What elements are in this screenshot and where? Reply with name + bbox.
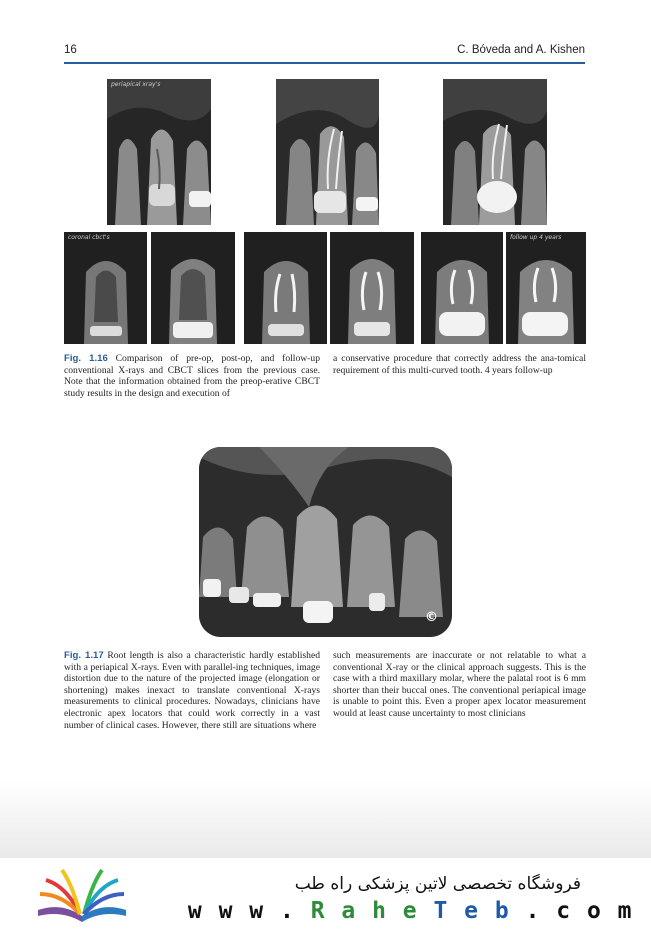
xray-postop-periapical bbox=[276, 79, 379, 225]
store-url[interactable] bbox=[188, 898, 633, 924]
store-url-prefix: w w w . bbox=[187, 898, 311, 924]
store-url-suffix: . c o m bbox=[510, 898, 633, 924]
store-name: فروشگاه تخصصی لاتین پزشکی راه طب bbox=[294, 874, 581, 894]
cbct-preop-slice-2 bbox=[151, 232, 235, 344]
open-book-logo-icon bbox=[32, 866, 132, 924]
cbct-followup-slice-2 bbox=[506, 232, 586, 344]
xray-label-followup: follow up 4 years bbox=[510, 234, 562, 241]
cbct-postop-slice-2 bbox=[330, 232, 414, 344]
xray-followup-periapical bbox=[443, 79, 547, 225]
store-url-teb: T e b bbox=[433, 898, 511, 924]
cbct-preop-slice-1 bbox=[64, 232, 147, 344]
fig-1-16-label: Fig. 1.16 bbox=[64, 353, 108, 364]
copyright-mark: © bbox=[425, 610, 438, 625]
store-url-rahe: R a h e bbox=[310, 898, 434, 924]
xray-label-cbct: coronal cbct's bbox=[68, 234, 110, 241]
header-rule bbox=[64, 62, 585, 64]
fig-1-16-caption-right: a conservative procedure that correctly address the ana-tomical requirement of this multi-curved tooth. 4 years follow-up bbox=[333, 353, 586, 376]
running-head-authors: C. Bóveda and A. Kishen bbox=[457, 44, 585, 56]
page-number: 16 bbox=[64, 44, 77, 56]
xray-third-molar-periapical bbox=[199, 447, 452, 637]
xray-preop-periapical bbox=[107, 79, 211, 225]
xray-label-preop: periapical xray's bbox=[111, 81, 161, 88]
fig-1-17-caption-left bbox=[64, 650, 320, 731]
cbct-postop-slice-1 bbox=[244, 232, 327, 344]
cbct-followup-slice-1 bbox=[421, 232, 503, 344]
fig-1-17-caption-text: Root length is also a characteristic hardly established with a periapical X-rays. Even with parallel-ing techniques, image distortion due to the nature of the projected image (elongation or shortening) makes inexact to translate conventional X-rays measurements to clinical procedures. Nowadays, clinicians have electronic apex locators that could work correctly in a vast number of clinical cases. However, there still are situations where bbox=[64, 650, 320, 731]
page-shadow bbox=[0, 780, 651, 860]
fig-1-17-caption-right: such measurements are inaccurate or not relatable to what a conventional X-ray or the clinical approach suggests. This is the case with a third maxillary molar, where the palatal root is 6 mm shorter than their buccal ones. The conventional periapical image is unable to point this. Even a proper apex locator measurement would at least cause uncertainty to most clinicians bbox=[333, 650, 586, 719]
fig-1-16-caption-text: Comparison of pre-op, post-op, and follow-up conventional X-rays and CBCT slices from the previous case. Note that the information obtained from the preop-erative CBCT study results in the design and execution of bbox=[64, 353, 320, 399]
fig-1-16-caption-left bbox=[64, 353, 320, 399]
fig-1-17-label: Fig. 1.17 bbox=[64, 650, 104, 661]
